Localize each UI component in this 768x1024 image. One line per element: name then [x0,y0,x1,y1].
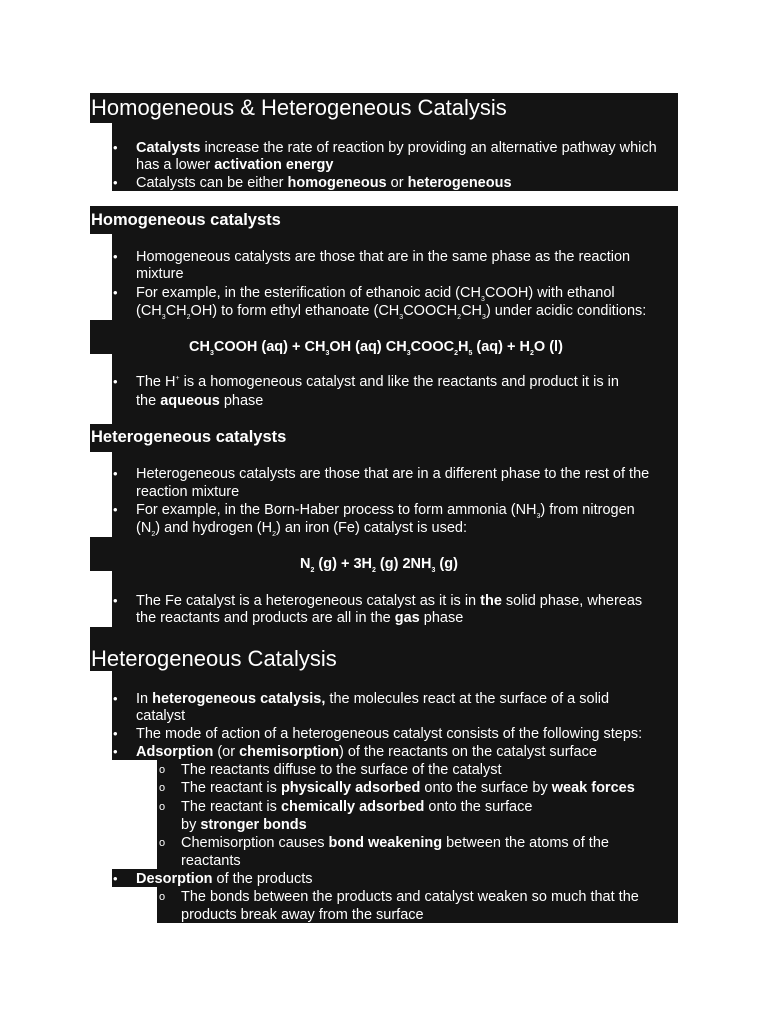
heading-homogeneous: Homogeneous catalysts [91,211,281,229]
sub-bullet-marker: o [159,801,166,813]
intro-bullet-1: Catalysts increase the rate of reaction by providing an alternative pathway which [136,140,657,156]
homo-bullet-1-line2: mixture [136,266,184,282]
s2-bullet-1-line2: catalyst [136,708,186,724]
s2-bullet-adsorption: Adsorption (or chemisorption) of the reactants on the catalyst surface [136,744,597,760]
hetero-bullet-1-line2: reaction mixture [136,484,240,500]
esterification-equation: $CH_3COOH$ $(aq) + CH_3OH$ (aq) $CH_3COOC_2H_5$ $(aq) + H_2O$ (l) [189,339,563,357]
sub-bullet-1: The reactants diffuse to the surface of the catalyst [181,762,502,778]
s2-bullet-2: The mode of action of a heterogeneous catalyst consists of the following steps: [136,726,643,742]
sub-bullet-marker: o [159,782,166,794]
bullet-marker: • [113,175,118,190]
sub-bullet-3-line2: by stronger bonds [181,817,307,833]
sub-bullet-marker: o [159,837,166,849]
hetero-bullet-2: For example, in the Born-Haber process to form ammonia $(NH_3)$ from nitrogen [136,502,635,520]
s2-bullet-desorption: Desorption of the products [136,871,313,887]
bullet-marker: • [113,140,118,155]
bullet-marker: • [113,871,118,886]
section-title-heterogeneous-catalysis: Heterogeneous Catalysis [91,646,337,671]
s2-bullet-1: In heterogeneous catalysis, the molecules react at the surface of a solid [136,691,610,707]
bullet-marker: • [113,744,118,759]
sub-bullet-5-line2: products break away from the surface [181,907,424,923]
homo-bullet-2-line2: $(CH_3CH_2OH)$ to form ethyl ethanoate $(CH_3COOCH_2CH_3)$ under acidic conditions: [136,303,647,321]
hetero-bullet-3-line2: the reactants and products are all in the gas phase [136,610,464,626]
hetero-bullet-1: Heterogeneous catalysts are those that are in a different phase to the rest of the [136,466,650,482]
heading-heterogeneous: Heterogeneous catalysts [91,428,287,446]
bullet-marker: • [113,374,118,389]
sub-bullet-4: Chemisorption causes bond weakening between the atoms of the [181,835,609,851]
bullet-marker: • [113,285,118,300]
sub-bullet-marker: o [159,891,166,903]
page-title: Homogeneous & Heterogeneous Catalysis [91,95,507,120]
bullet-marker: • [113,726,118,741]
sub-bullet-2: The reactant is physically adsorbed onto the surface by weak forces [181,780,635,796]
bullet-marker: • [113,466,118,481]
sub-bullet-5: The bonds between the products and catalyst weaken so much that the [181,889,639,905]
intro-bullet-1-line2: has a lower activation energy [136,157,334,173]
homo-bullet-1: Homogeneous catalysts are those that are in the same phase as the reaction [136,249,631,265]
bullet-marker: • [113,502,118,517]
intro-bullet-2: Catalysts can be either homogeneous or heterogeneous [136,175,512,191]
homo-bullet-3: The H+ is a homogeneous catalyst and like the reactants and product it is in [136,374,619,390]
haber-equation: $N_2$ $(g) + 3H_2$ (g) $2NH_3$ (g) [300,556,458,574]
sub-bullet-marker: o [159,764,166,776]
bullet-marker: • [113,691,118,706]
bullet-marker: • [113,593,118,608]
sub-bullet-3: The reactant is chemically adsorbed onto the surface [181,799,533,815]
hetero-bullet-3: The Fe catalyst is a heterogeneous catalyst as it is in the solid phase, whereas [136,593,643,609]
homo-bullet-3-line2: the aqueous phase [136,393,264,409]
sub-bullet-4-line2: reactants [181,853,241,869]
hetero-bullet-2-line2: $(N_2)$ and hydrogen $(H_2)$ an iron (Fe) catalyst is used: [136,520,467,538]
bullet-marker: • [113,249,118,264]
homo-b3-bg [112,354,678,428]
homo-bullet-2: For example, in the esterification of ethanoic acid $(CH_3COOH)$ with ethanol [136,285,615,303]
